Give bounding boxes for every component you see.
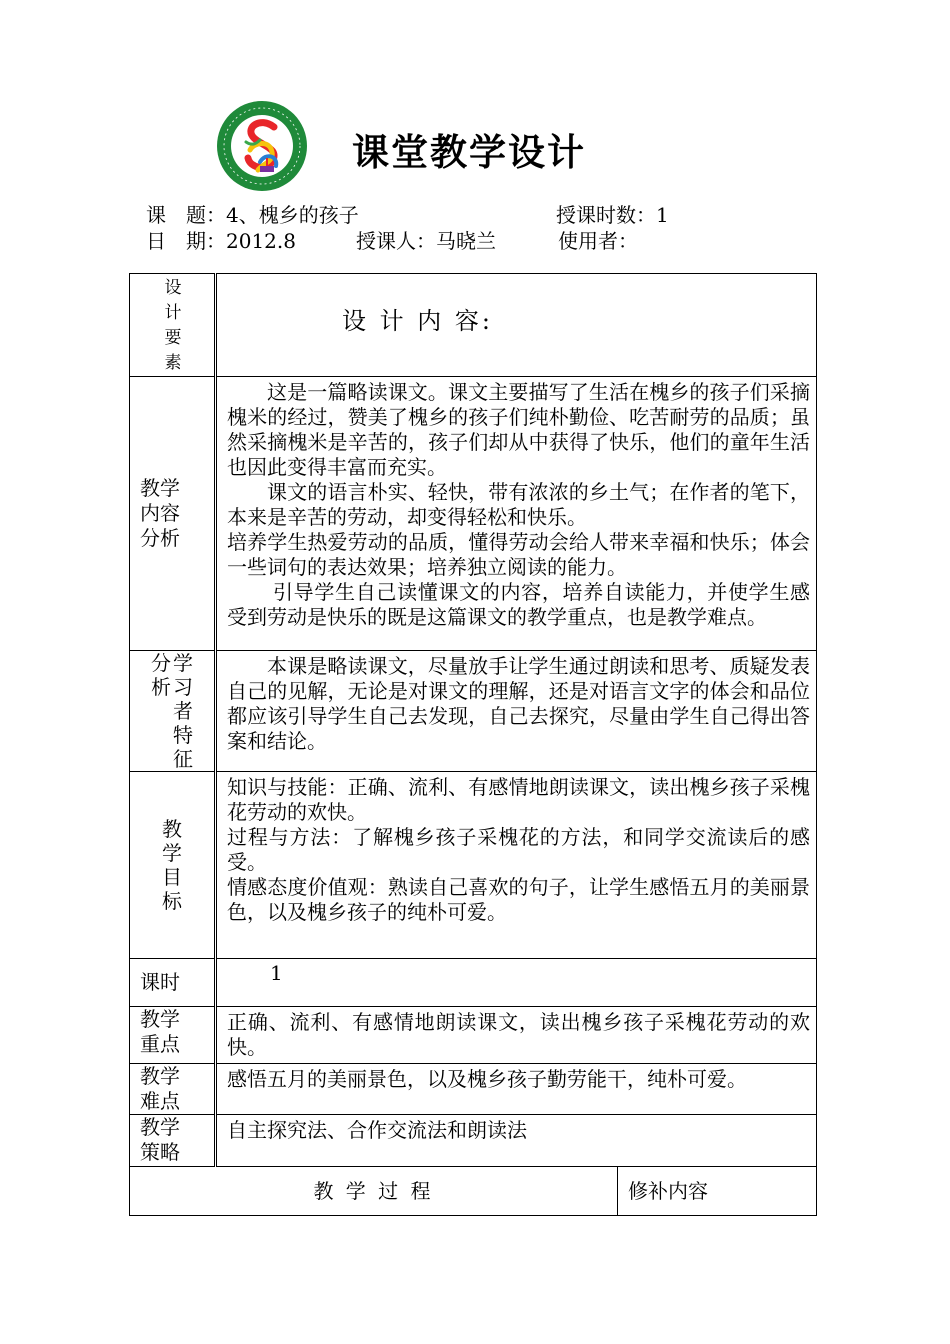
revise-cell bbox=[618, 1167, 817, 1216]
row-goals bbox=[130, 772, 817, 959]
analysis-label-line: 教学 bbox=[140, 476, 180, 500]
learner-label-char: 分 bbox=[151, 651, 171, 675]
hours-value: 1 bbox=[656, 203, 669, 227]
school-logo bbox=[216, 100, 308, 192]
row-learner bbox=[130, 651, 817, 772]
row-hours bbox=[130, 959, 817, 1007]
date-line bbox=[146, 225, 296, 254]
date-label: 日 期： bbox=[146, 229, 226, 253]
row-focus bbox=[130, 1007, 817, 1064]
row-analysis bbox=[130, 377, 817, 651]
strategy-text: 自主探究法、合作交流法和朗读法 bbox=[227, 1118, 527, 1142]
strategy-content-cell bbox=[216, 1115, 817, 1167]
process-cell bbox=[130, 1167, 618, 1216]
design-label-char: 计 bbox=[164, 303, 182, 323]
design-label-char: 素 bbox=[164, 353, 182, 373]
teacher-line bbox=[356, 225, 496, 254]
design-label-char: 要 bbox=[164, 328, 182, 348]
revise-label: 修补内容 bbox=[628, 1178, 708, 1203]
learner-content-cell bbox=[216, 651, 817, 772]
focus-content-cell bbox=[216, 1007, 817, 1064]
goals-label-char: 教 bbox=[162, 817, 182, 841]
analysis-paragraph: 课文的语言朴实、轻快，带有浓浓的乡土气；在作者的笔下，本来是辛苦的劳动，却变得轻松和快乐。 bbox=[227, 480, 811, 529]
focus-text: 正确、流利、有感情地朗读课文，读出槐乡孩子采槐花劳动的欢快。 bbox=[227, 1010, 811, 1059]
analysis-label-line: 分析 bbox=[140, 526, 180, 550]
teacher-label: 授课人： bbox=[356, 229, 436, 253]
design-label-char: 设 bbox=[164, 278, 182, 298]
difficulty-label-line: 难点 bbox=[140, 1089, 180, 1113]
learner-label-right bbox=[173, 651, 193, 771]
row-strategy bbox=[130, 1115, 817, 1167]
strategy-label-line: 策略 bbox=[140, 1140, 180, 1164]
goals-label-char: 标 bbox=[162, 889, 182, 913]
analysis-paragraph: 这是一篇略读课文。课文主要描写了生活在槐乡的孩子们采摘槐米的经过，赞美了槐乡的孩子们纯朴勤俭、吃苦耐劳的品质；虽然采摘槐米是辛苦的，孩子们却从中获得了快乐，他们的童年生活也因此变得丰富而充实。 bbox=[227, 380, 811, 479]
strategy-label-cell bbox=[130, 1115, 216, 1167]
goals-paragraph: 过程与方法：了解槐乡孩子采槐花的方法，和同学交流读后的感受。 bbox=[227, 825, 811, 874]
hours-label: 课时 bbox=[140, 970, 180, 994]
hours-value-cell: 1 bbox=[270, 961, 283, 985]
learner-paragraph: 本课是略读课文，尽量放手让学生通过朗读和思考、质疑发表自己的见解，无论是对课文的理解，还是对语言文字的体会和品位都应该引导学生自己去发现，自己去探究，尽量由学生自己得出答案和结论。 bbox=[227, 654, 811, 753]
row-design bbox=[130, 274, 817, 377]
topic-value: 4、槐乡的孩子 bbox=[226, 203, 359, 227]
hours-content-cell bbox=[216, 959, 817, 1007]
goals-paragraph: 情感态度价值观：熟读自己喜欢的句子，让学生感悟五月的美丽景色，以及槐乡孩子的纯朴可爱。 bbox=[227, 875, 811, 924]
difficulty-content-cell bbox=[216, 1064, 817, 1115]
design-label-cell bbox=[130, 274, 216, 377]
design-content-cell bbox=[216, 274, 817, 377]
focus-label-line: 重点 bbox=[140, 1032, 180, 1056]
goals-label-char: 目 bbox=[162, 865, 182, 889]
learner-label-cell bbox=[130, 651, 216, 772]
learner-label-char: 特 bbox=[173, 723, 193, 747]
difficulty-label-cell bbox=[130, 1064, 216, 1115]
learner-label-left bbox=[151, 651, 171, 771]
goals-label-char: 学 bbox=[162, 841, 182, 865]
analysis-paragraph: 培养学生热爱劳动的品质，懂得劳动会给人带来幸福和快乐；体会一些词句的表达效果；培养独立阅读的能力。 bbox=[227, 530, 811, 579]
topic-line bbox=[146, 199, 359, 228]
analysis-label-cell bbox=[130, 377, 216, 651]
learner-label-char: 习 bbox=[173, 675, 193, 699]
design-content-heading: 设 计 内 容: bbox=[342, 307, 493, 335]
learner-label-char: 者 bbox=[173, 699, 193, 723]
teacher-value: 马晓兰 bbox=[436, 229, 496, 253]
learner-label-char: 征 bbox=[173, 747, 193, 771]
page-title: 课堂教学设计 bbox=[352, 130, 586, 174]
difficulty-label-line: 教学 bbox=[140, 1064, 180, 1088]
learner-label-char: 学 bbox=[173, 651, 193, 675]
date-value: 2012.8 bbox=[226, 229, 296, 253]
hours-label-cell bbox=[130, 959, 216, 1007]
goals-paragraph: 知识与技能：正确、流利、有感情地朗读课文，读出槐乡孩子采槐花劳动的欢快。 bbox=[227, 775, 811, 824]
goals-label-cell bbox=[130, 772, 216, 959]
difficulty-text: 感悟五月的美丽景色，以及槐乡孩子勤劳能干，纯朴可爱。 bbox=[227, 1067, 747, 1091]
topic-label: 课 题： bbox=[146, 203, 226, 227]
row-process bbox=[130, 1167, 817, 1216]
learner-label-char: 析 bbox=[151, 675, 171, 699]
user-line bbox=[558, 225, 638, 254]
focus-label-line: 教学 bbox=[140, 1007, 180, 1031]
hours-label: 授课时数： bbox=[556, 203, 656, 227]
analysis-paragraph: 引导学生自己读懂课文的内容，培养自读能力，并使学生感受到劳动是快乐的既是这篇课文的教学重点，也是教学难点。 bbox=[227, 580, 811, 629]
focus-label-cell bbox=[130, 1007, 216, 1064]
row-difficulty bbox=[130, 1064, 817, 1115]
analysis-content-cell bbox=[216, 377, 817, 651]
design-table bbox=[129, 273, 817, 1216]
analysis-label-line: 内容 bbox=[140, 501, 180, 525]
hours-line bbox=[556, 199, 669, 228]
user-label: 使用者： bbox=[558, 229, 638, 253]
strategy-label-line: 教学 bbox=[140, 1115, 180, 1139]
process-label: 教 学 过 程 bbox=[313, 1178, 434, 1203]
goals-content-cell bbox=[216, 772, 817, 959]
